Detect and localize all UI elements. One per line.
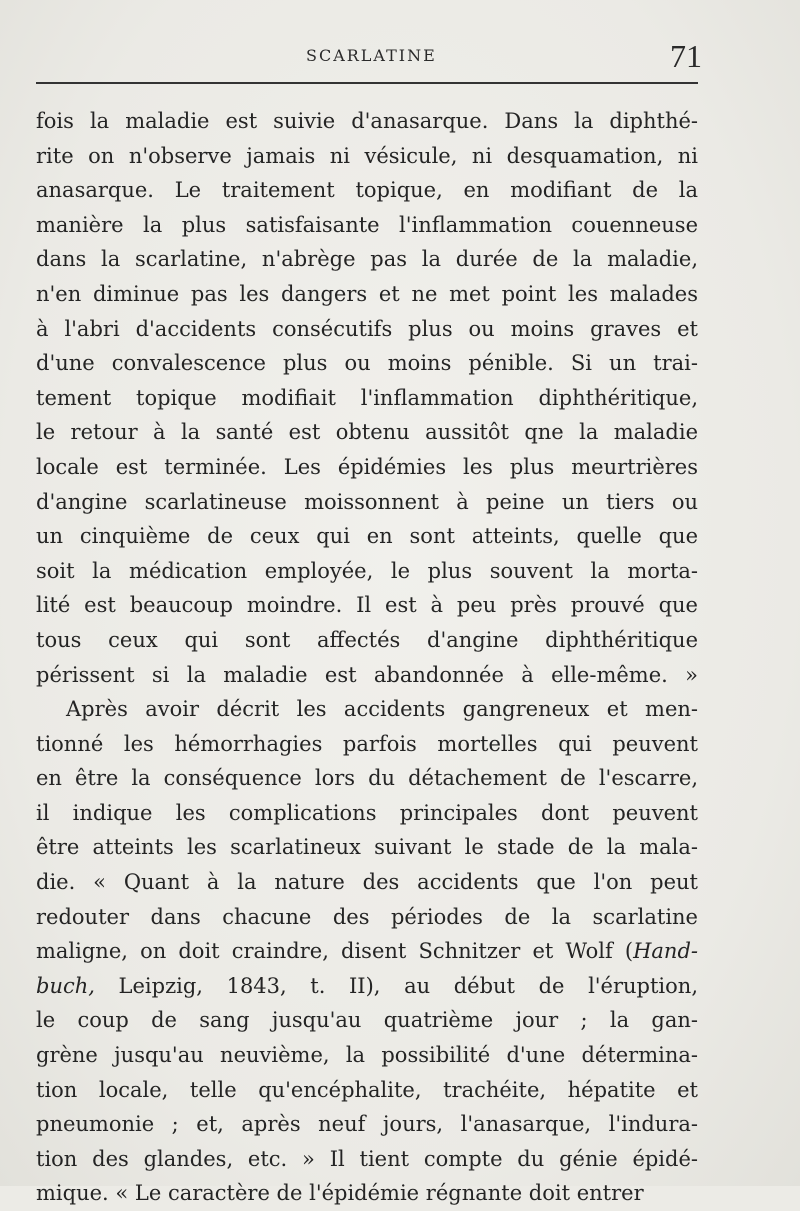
text-line: rite on n'observe jamais ni vésicule, ni desquamation, ni [36,143,698,168]
header-rule [36,82,698,84]
text-line: le coup de sang jusqu'au quatrième jour ; la gan- [36,1008,698,1033]
text-line: en être la conséquence lors du détachement de l'escarre, [36,766,698,791]
text-line: mique. « Le caractère de l'épidémie régnante doit entrer [36,1181,644,1206]
text-line: redouter dans chacune des périodes de la scarlatine [36,904,698,929]
text-line: fois la maladie est suivie d'anasarque. Dans la diphthé- [36,109,698,133]
italic-title: buch, [36,973,95,998]
text-line: tement topique modifiait l'inflammation diphthéritique, [36,385,698,410]
text-line: anasarque. Le traitement topique, en modifiant de la [36,178,698,203]
text-line: être atteints les scarlatineux suivant le stade de la mala- [36,835,698,860]
text-line: lité est beaucoup moindre. Il est à peu près prouvé que [36,593,698,618]
text-line: die. « Quant à la nature des accidents que l'on peut [36,870,698,895]
text-line: il indique les complications principales dont peuvent [36,800,698,825]
text-line: un cinquième de ceux qui en sont atteints, quelle que [36,524,698,549]
text-line: tionné les hémorrhagies parfois mortelles qui peuvent [36,731,698,756]
text-line: soit la médication employée, le plus souvent la morta- [36,558,698,583]
body-text [36,104,698,1211]
text-line: manière la plus satisfaisante l'inflammation couenneuse [36,212,698,237]
text-line: à l'abri d'accidents consécutifs plus ou moins graves et [36,316,698,341]
text-line: le retour à la santé est obtenu aussitôt qne la maladie [36,420,698,445]
text-line-with-italic [36,969,698,1004]
text-segment: Leipzig, 1843, t. II), au début de l'éruption, [118,973,698,998]
text-line: grène jusqu'au neuvième, la possibilité d'une détermina- [36,1043,698,1068]
page-number: 71 [670,38,702,74]
text-line: pneumonie ; et, après neuf jours, l'anasarque, l'indura- [36,1112,698,1137]
paragraph-start-line: Après avoir décrit les accidents gangreneux et men- [66,697,698,722]
text-line: n'en diminue pas les dangers et ne met point les malades [36,281,698,306]
text-line: tous ceux qui sont affectés d'angine diphthéritique [36,627,698,652]
text-line: dans la scarlatine, n'abrège pas la durée de la maladie, [36,247,698,272]
text-line: locale est terminée. Les épidémies les plus meurtrières [36,454,698,479]
running-title: SCARLATINE [306,46,437,65]
text-line: tion locale, telle qu'encéphalite, trachéite, hépatite et [36,1077,698,1102]
text-segment: maligne, on doit craindre, disent Schnitzer et Wolf ( [36,939,634,964]
italic-title: Hand- [633,939,698,964]
text-line: périssent si la maladie est abandonnée à elle-même. » [36,662,698,687]
text-line: d'angine scarlatineuse moissonnent à peine un tiers ou [36,489,698,514]
running-head [36,38,702,74]
text-line: d'une convalescence plus ou moins pénible. Si un trai- [36,351,698,376]
text-line: tion des glandes, etc. » Il tient compte du génie épidé- [36,1146,698,1171]
text-line-with-italic [36,934,698,969]
